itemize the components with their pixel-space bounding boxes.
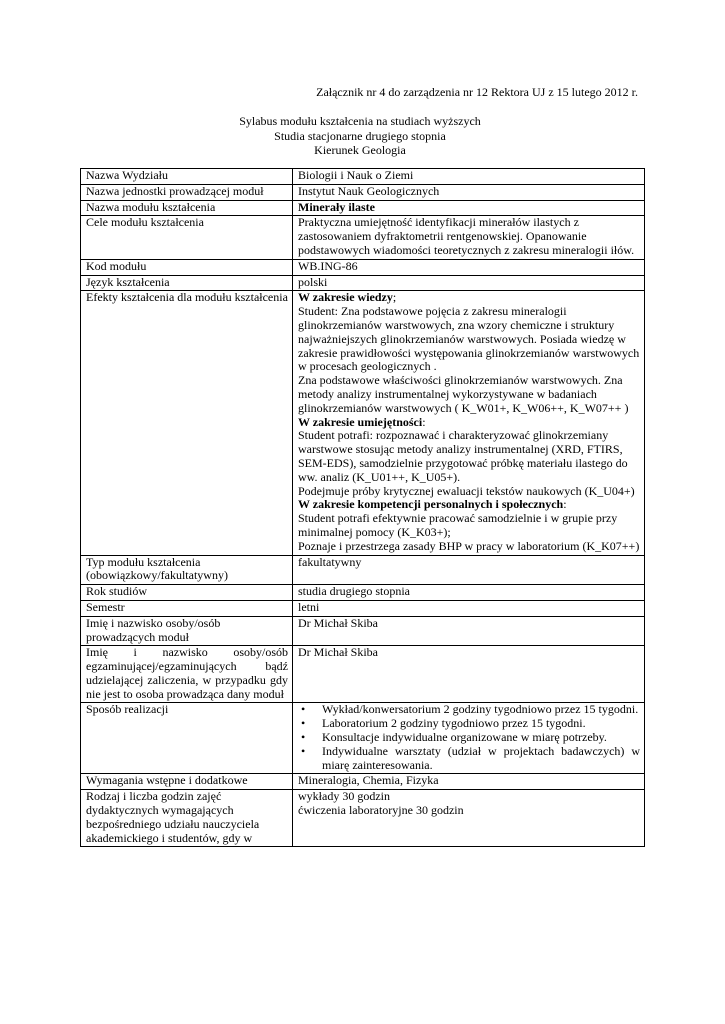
- row-godziny: [81, 790, 645, 847]
- bullet-icon: •: [301, 702, 306, 717]
- row-jednostka: [81, 184, 645, 200]
- row-wymagania: [81, 774, 645, 790]
- label-wydzial: Nazwa Wydziału: [81, 169, 293, 185]
- row-rok: [81, 585, 645, 601]
- label-efekty: Efekty kształcenia dla modułu kształcenia: [81, 291, 293, 555]
- value-semestr: letni: [293, 600, 645, 616]
- value-egzaminujacy: Dr Michał Skiba: [293, 646, 645, 703]
- module-name: Minerały ilaste: [298, 199, 375, 214]
- competence-heading: W zakresie kompetencji personalnych i społecznych:: [298, 497, 567, 512]
- list-item: • Wykład/konwersatorium 2 godziny tygodniowo przez 15 tygodni.: [301, 702, 639, 717]
- label-jezyk: Język kształcenia: [81, 275, 293, 291]
- row-kod: [81, 259, 645, 275]
- knowledge-heading: W zakresie wiedzy;: [298, 290, 397, 305]
- row-egzaminujacy: [81, 646, 645, 703]
- competence-text-1: Student potrafi efektywnie pracować samodzielnie i w grupie przy minimalnej pomocy (K_K03+);: [298, 511, 618, 539]
- row-semestr: [81, 600, 645, 616]
- row-cele: [81, 216, 645, 259]
- study-mode: Studia stacjonarne drugiego stopnia: [274, 128, 446, 143]
- delivery-list: [298, 703, 640, 772]
- row-jezyk: [81, 275, 645, 291]
- syllabus-titles: [80, 114, 640, 158]
- label-godziny: Rodzaj i liczba godzin zajęć dydaktycznych wymagających bezpośredniego udziału nauczyciela akademickiego i studentów, gdy w: [81, 790, 293, 847]
- value-jednostka: Instytut Nauk Geologicznych: [293, 184, 645, 200]
- value-efekty: [293, 291, 645, 555]
- label-rok: Rok studiów: [81, 585, 293, 601]
- syllabus-title: Sylabus modułu kształcenia na studiach wyższych: [239, 114, 481, 128]
- label-egzaminujacy: Imię i nazwisko osoby/osób egzaminującej/egzaminujących bądź udzielającej zaliczenia, w przypadku gdy nie jest to osoba prowadząca dany moduł: [81, 646, 293, 703]
- value-sposob: [293, 703, 645, 774]
- list-item: • Konsultacje indywidualne organizowane w miarę potrzeby.: [301, 730, 607, 745]
- label-sposob: Sposób realizacji: [81, 703, 293, 774]
- value-typ: fakultatywny: [293, 555, 645, 585]
- label-prowadzacy: Imię i nazwisko osoby/osób prowadzących moduł: [81, 616, 293, 646]
- bullet-icon: •: [301, 716, 306, 731]
- list-item: • Indywidualne warsztaty (udział w projektach badawczych) w miarę zainteresowania.: [301, 743, 640, 772]
- row-efekty: [81, 291, 645, 555]
- knowledge-text-1: Student: Zna podstawowe pojęcia z zakresu mineralogii glinokrzemianów warstwowych, zna wzory chemiczne i struktury najważniejszych glinokrzemianów warstwowych. Posiada wiedzę w zakresie prawidłowości występowania glinokrzemianów warstwowych w procesach geologicznych .: [298, 304, 640, 374]
- hours-labs: ćwiczenia laboratoryjne 30 godzin: [298, 803, 464, 818]
- list-item: • Laboratorium 2 godziny tygodniowo przez 15 tygodni.: [301, 716, 586, 731]
- value-wydzial: Biologii i Nauk o Ziemi: [293, 169, 645, 185]
- value-rok: studia drugiego stopnia: [293, 585, 645, 601]
- value-godziny: [293, 790, 645, 847]
- label-wymagania: Wymagania wstępne i dodatkowe: [81, 774, 293, 790]
- row-sposob: [81, 703, 645, 774]
- skills-text-1: Student potrafi: rozpoznawać i charakteryzować glinokrzemiany warstwowe stosując metody analizy instrumentalnej (XRD, FTIRS, SEM-EDS), samodzielnie przygotować próbkę materiału ilastego do ww. analiz (K_U01++, K_U05+).: [298, 428, 628, 484]
- label-jednostka: Nazwa jednostki prowadzącej moduł: [81, 184, 293, 200]
- value-kod: WB.ING-86: [293, 259, 645, 275]
- knowledge-text-2: Zna podstawowe właściwości glinokrzemianów warstwowych. Zna metody analizy instrumentalnej wykorzystywane w badaniach glinokrzemianów warstwowych ( K_W01+, K_W06++, K_W07++ ): [298, 373, 629, 415]
- hours-lectures: wykłady 30 godzin: [298, 789, 390, 804]
- skills-heading: W zakresie umiejętności:: [298, 414, 426, 429]
- bullet-icon: •: [301, 743, 306, 758]
- value-wymagania: Mineralogia, Chemia, Fizyka: [293, 774, 645, 790]
- value-modul: [293, 200, 645, 216]
- annex-header: Załącznik nr 4 do zarządzenia nr 12 Rektora UJ z 15 lutego 2012 r.: [316, 85, 638, 99]
- label-modul: Nazwa modułu kształcenia: [81, 200, 293, 216]
- syllabus-table: [80, 168, 645, 847]
- row-typ: [81, 555, 645, 585]
- value-prowadzacy: Dr Michał Skiba: [293, 616, 645, 646]
- row-wydzial: [81, 169, 645, 185]
- row-modul: [81, 200, 645, 216]
- skills-text-2: Podejmuje próby krytycznej ewaluacji tekstów naukowych (K_U04+): [298, 483, 635, 498]
- label-cele: Cele modułu kształcenia: [81, 216, 293, 259]
- value-jezyk: polski: [293, 275, 645, 291]
- value-cele: Praktyczna umiejętność identyfikacji minerałów ilastych z zastosowaniem dyfraktometrii rentgenowskiej. Opanowanie podstawowych wiadomości teoretycznych z zakresu mineralogii iłów.: [293, 216, 645, 259]
- label-kod: Kod modułu: [81, 259, 293, 275]
- bullet-icon: •: [301, 730, 306, 745]
- competence-text-2: Poznaje i przestrzega zasady BHP w pracy w laboratorium (K_K07++): [298, 538, 640, 553]
- label-typ: Typ modułu kształcenia (obowiązkowy/fakultatywny): [81, 555, 293, 585]
- field-of-study: Kierunek Geologia: [314, 143, 406, 157]
- row-prowadzacy: [81, 616, 645, 646]
- label-semestr: Semestr: [81, 600, 293, 616]
